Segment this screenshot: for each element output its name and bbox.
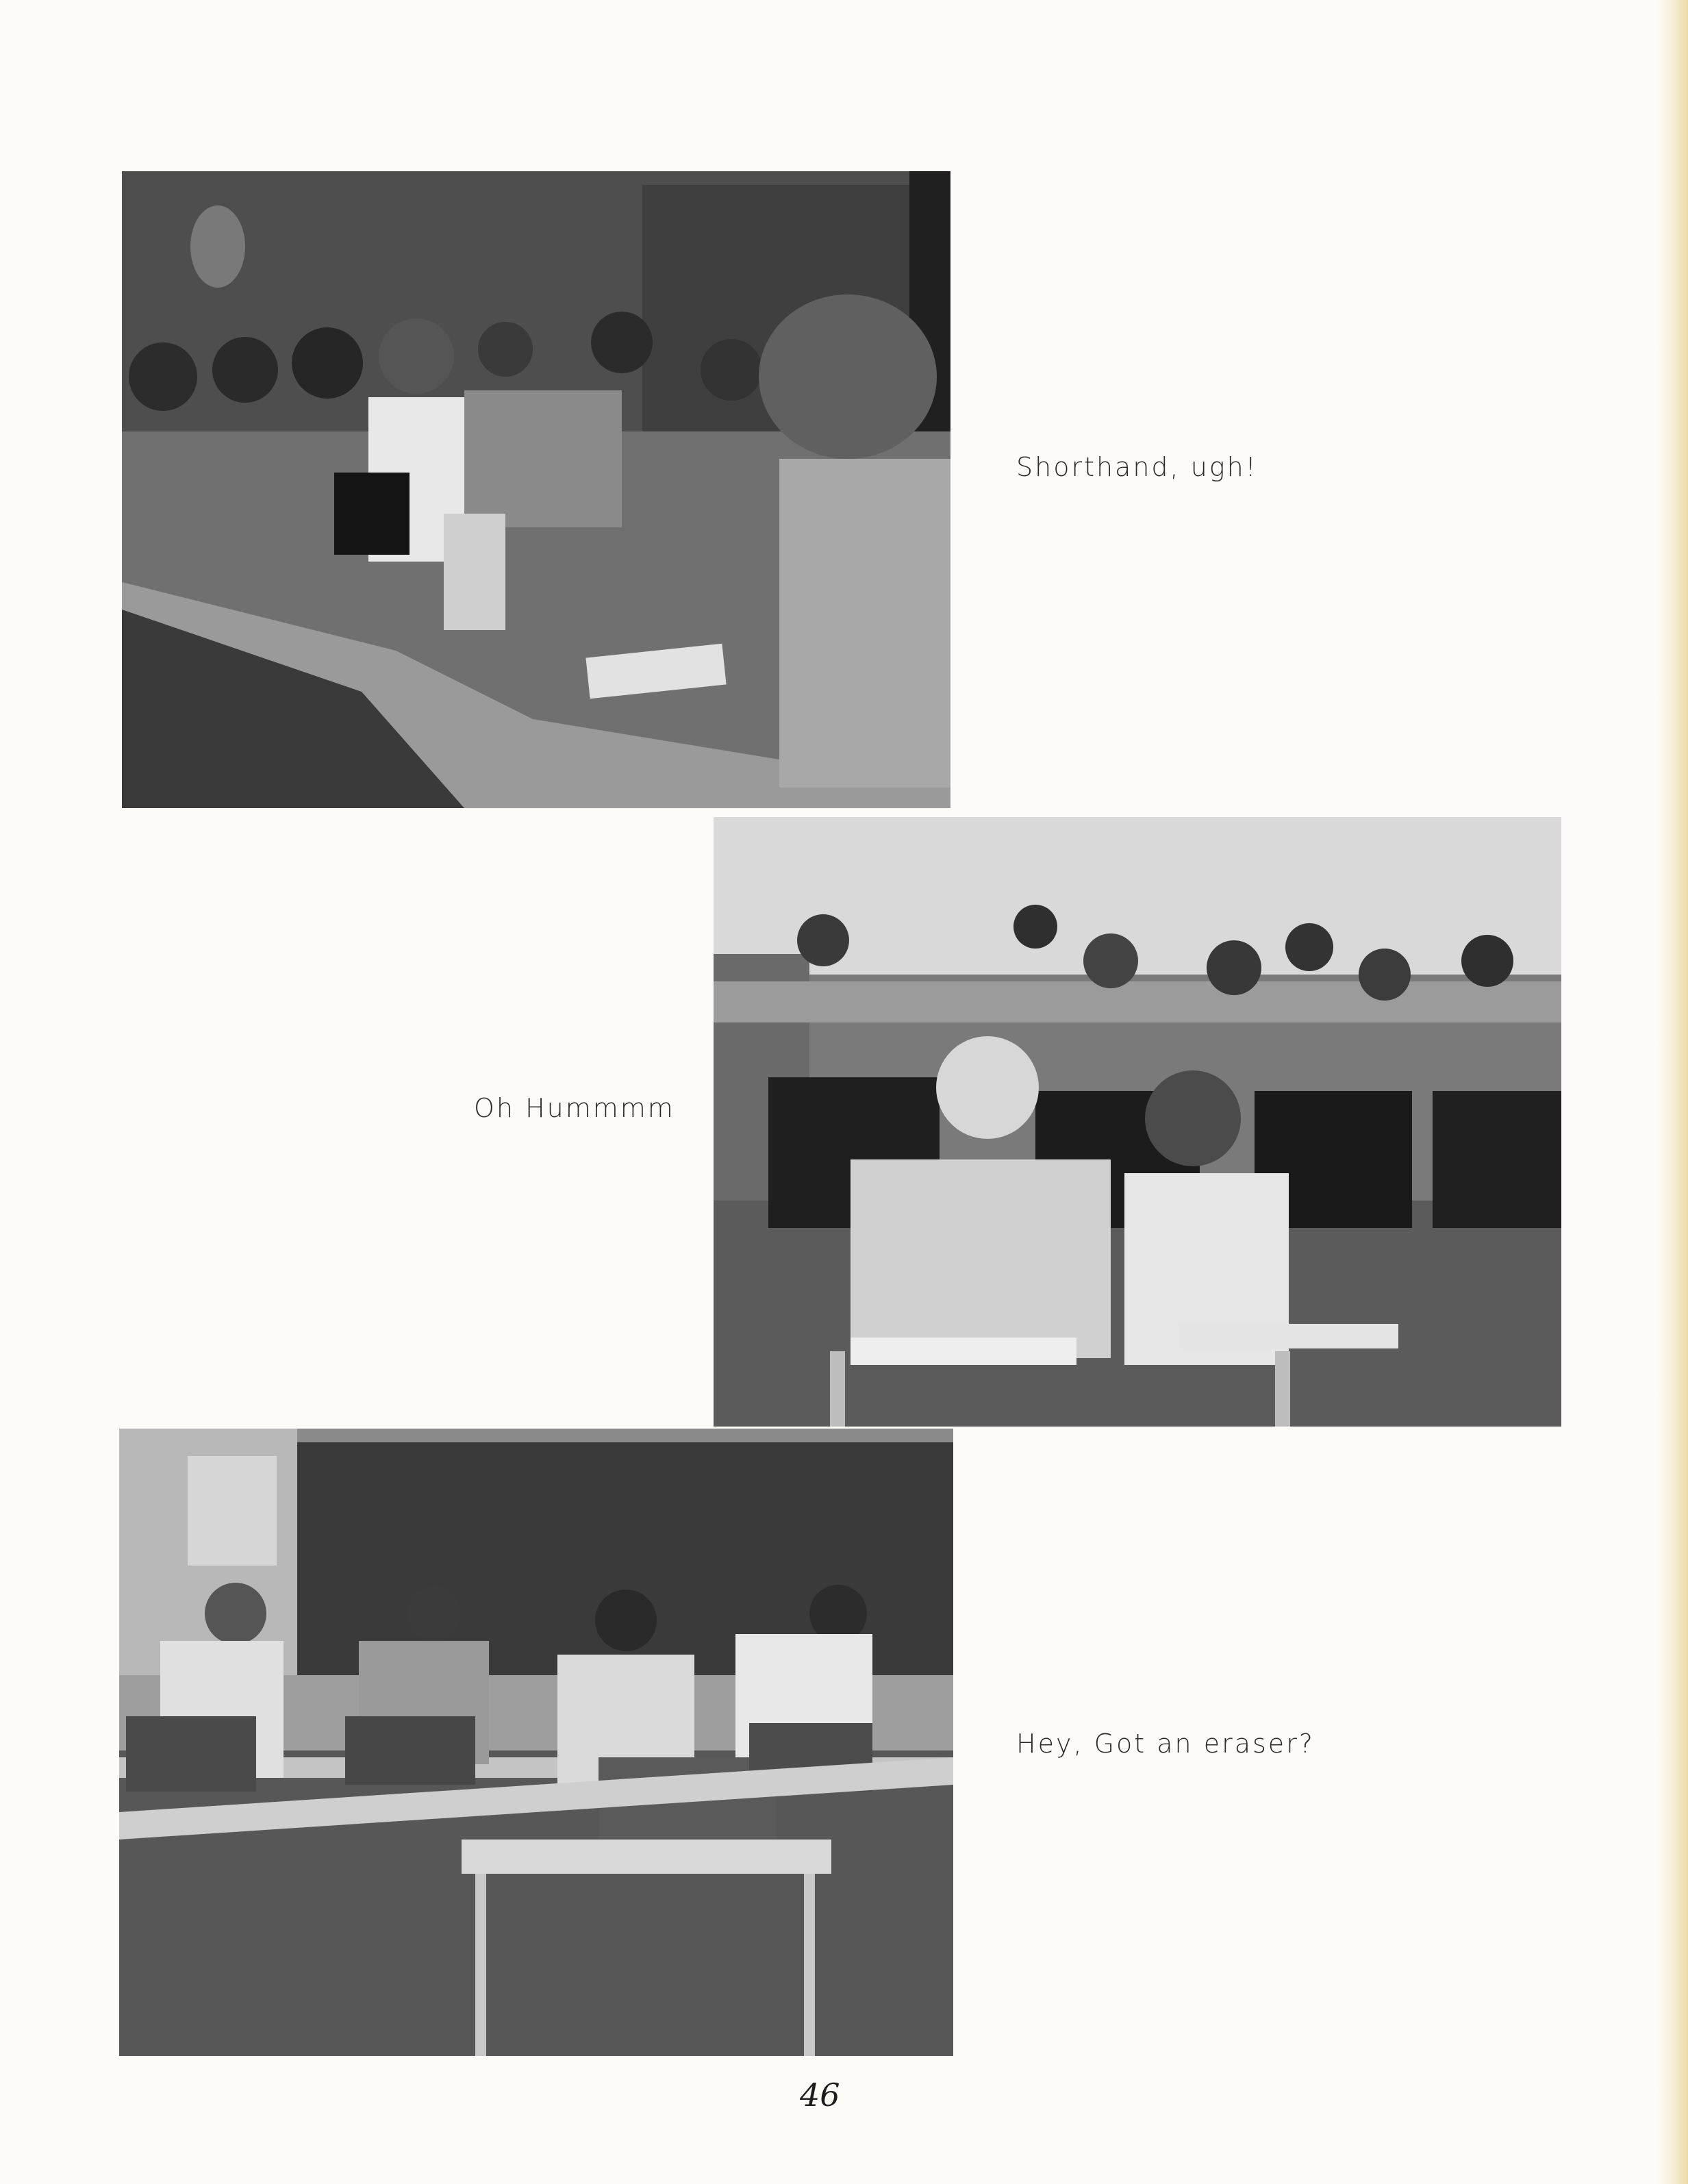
page-number: 46 xyxy=(800,2076,840,2113)
photo-lecture-class xyxy=(714,817,1561,1427)
caption-shorthand: Shorthand, ugh! xyxy=(1016,452,1258,482)
caption-eraser: Hey, Got an eraser? xyxy=(1016,1729,1315,1759)
photo-typing-class xyxy=(119,1429,953,2056)
photo-shorthand-class xyxy=(122,171,950,808)
page-edge-discoloration xyxy=(1656,0,1688,2184)
caption-oh-hummmm: Oh Hummmm xyxy=(474,1093,675,1123)
